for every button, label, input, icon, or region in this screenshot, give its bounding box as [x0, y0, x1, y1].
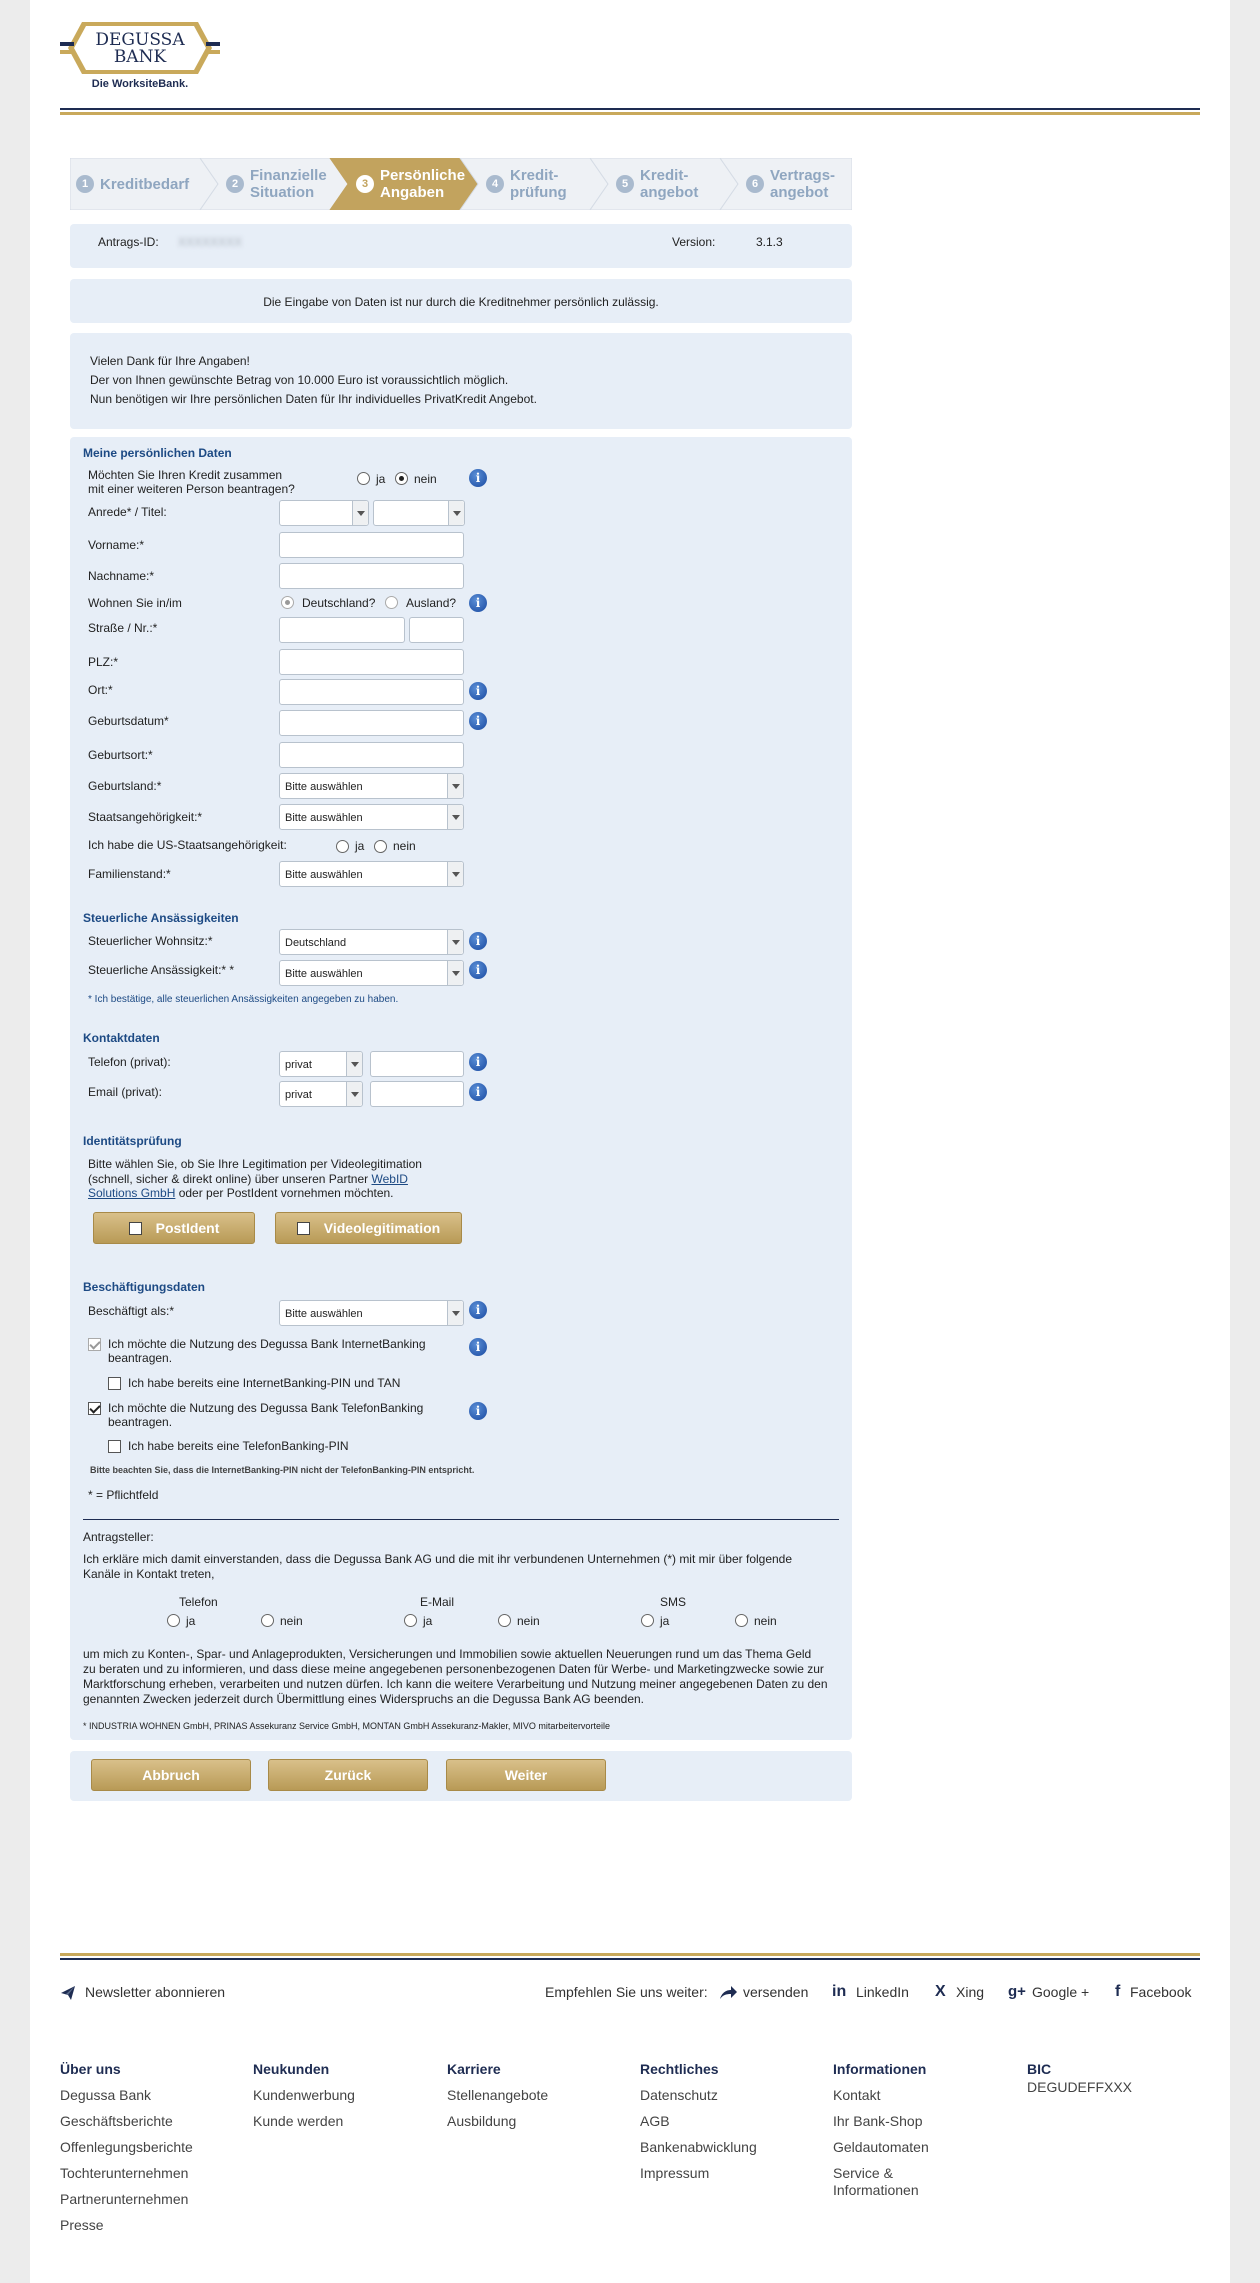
telefon-type-select[interactable] [279, 1051, 363, 1077]
info-icon[interactable]: i [469, 961, 487, 979]
telefon-nein-label: nein [280, 1614, 303, 1628]
degussa-bank-logo[interactable] [60, 20, 220, 92]
strasse-input[interactable] [279, 617, 405, 643]
telefon-input[interactable] [370, 1051, 464, 1077]
versenden-link[interactable] [719, 1983, 819, 2003]
us-ja-radio[interactable] [336, 840, 349, 853]
geburtsland-label: Geburtsland:* [88, 779, 162, 793]
internetbanking-checkbox[interactable] [88, 1338, 101, 1351]
geburtsland-select[interactable] [279, 773, 464, 799]
version-value: 3.1.3 [756, 235, 783, 249]
beschaeftigt-value: Bitte auswählen [285, 1308, 363, 1320]
email-type-select[interactable] [279, 1081, 363, 1107]
nachname-label: Nachname:* [88, 569, 155, 583]
vorname-input[interactable] [279, 532, 464, 558]
info-icon[interactable]: i [469, 1083, 487, 1101]
notice-text: Die Eingabe von Daten ist nur durch die Kreditnehmer persönlich zulässig. [263, 295, 659, 309]
channel-sms-label: SMS [660, 1595, 687, 1609]
zurueck-button[interactable]: Zurück [268, 1759, 428, 1791]
footer-column-title: Neukunden [253, 2061, 330, 2077]
info-icon[interactable]: i [469, 594, 487, 612]
vorname-label: Vorname:* [88, 538, 145, 552]
facebook-link[interactable] [1113, 1983, 1203, 2003]
footer-column-title: Karriere [447, 2061, 501, 2077]
step-label: Finanzielle Situation [250, 167, 327, 201]
postident-label: PostIdent [155, 1220, 220, 1236]
header-rule-navy [60, 108, 1200, 110]
postident-checkbox [129, 1222, 142, 1235]
notice-panel [70, 279, 852, 323]
linkedin-link[interactable] [832, 1983, 922, 2003]
thanks-line1: Vielen Dank für Ihre Angaben! [90, 354, 250, 368]
thanks-line2: Der von Ihnen gewünschte Betrag von 10.000 Euro ist voraussichtlich möglich. [90, 373, 509, 387]
steuer-ansaessigkeit-value: Bitte auswählen [285, 968, 363, 980]
geburtsort-label: Geburtsort:* [88, 748, 153, 762]
google-plus-label: Google + [1032, 1984, 1090, 2000]
joint-nein-label: nein [414, 472, 437, 486]
step-persoenliche-angaben[interactable] [356, 158, 466, 210]
steuer-wohnsitz-value: Deutschland [285, 937, 347, 949]
footer-link[interactable]: Tochterunternehmen [60, 2165, 189, 2181]
step-number: 1 [76, 175, 94, 193]
videolegitimation-label: Videolegitimation [323, 1220, 441, 1236]
anrede-label: Anrede* / Titel: [88, 505, 167, 519]
footer-link[interactable]: Presse [60, 2217, 104, 2233]
identity-text-line1: Bitte wählen Sie, ob Sie Ihre Legitimation per Videolegitimation [88, 1157, 422, 1171]
chevron-down-icon [447, 774, 463, 798]
step-kreditbedarf[interactable] [76, 158, 201, 210]
footer-link[interactable]: Geschäftsberichte [60, 2113, 173, 2129]
footer-link[interactable]: Partnerunternehmen [60, 2191, 189, 2207]
step-number: 6 [746, 175, 764, 193]
internetbanking-pin-label: Ich habe bereits eine InternetBanking-PIN und TAN [128, 1376, 401, 1390]
chevron-down-icon [447, 961, 463, 985]
step-number: 4 [486, 175, 504, 193]
xing-link[interactable] [935, 1983, 1005, 2003]
telefonbanking-pin-label: Ich habe bereits eine TelefonBanking-PIN [128, 1439, 349, 1453]
telefonbanking-checkbox[interactable] [88, 1402, 101, 1415]
footer-column-informationen [833, 2061, 1013, 2261]
plz-input[interactable] [279, 649, 464, 675]
footer-column-bic [1027, 2061, 1197, 2121]
consent-intro-line1: Ich erkläre mich damit einverstanden, dass die Degussa Bank AG und die mit ihr verbundenen Unternehmen (*) mit mir über folgende [83, 1552, 793, 1566]
ort-label: Ort:* [88, 683, 113, 697]
pflichtfeld-note: * = Pflichtfeld [88, 1488, 159, 1502]
footer-link[interactable]: Service & [833, 2165, 893, 2181]
footer-link[interactable]: Informationen [833, 2182, 919, 2198]
webid-solutions-link[interactable]: Solutions GmbH [88, 1186, 176, 1200]
us-ja-label: ja [355, 839, 365, 853]
footer-rule-navy [60, 1958, 1200, 1960]
geburtsort-input[interactable] [279, 742, 464, 768]
antrag-id-value: XXXXXXXX [178, 235, 243, 249]
steuer-wohnsitz-label: Steuerlicher Wohnsitz:* [88, 934, 213, 948]
joint-nein-radio[interactable] [395, 472, 408, 485]
header-rule-gold [60, 112, 1200, 115]
chevron-down-icon [346, 1052, 362, 1076]
linkedin-icon: in [832, 1983, 847, 2000]
videolegitimation-checkbox [297, 1222, 310, 1235]
paper-plane-icon [60, 1985, 76, 2001]
newsletter-label: Newsletter abonnieren [85, 1984, 226, 2000]
staatsangehoerigkeit-value: Bitte auswählen [285, 812, 363, 824]
section-title-employment: Beschäftigungsdaten [83, 1280, 206, 1294]
geburtsland-value: Bitte auswählen [285, 781, 363, 793]
chevron-down-icon [346, 1082, 362, 1106]
form-panel [70, 437, 852, 1740]
plz-label: PLZ:* [88, 655, 119, 669]
pin-hint: Bitte beachten Sie, dass die InternetBanking-PIN nicht der TelefonBanking-PIN entspricht. [90, 1465, 475, 1475]
steuer-ansaessigkeit-select[interactable] [279, 960, 464, 986]
email-input[interactable] [370, 1081, 464, 1107]
info-icon[interactable]: i [469, 1301, 487, 1319]
footer-link[interactable]: Ihr Bank-Shop [833, 2113, 923, 2129]
linkedin-label: LinkedIn [856, 1984, 909, 2000]
consent-body-line4: genannten Zwecken jederzeit durch Übermittlung eines Widerspruchs an die Degussa Bank AG beenden. [83, 1692, 644, 1706]
familienstand-label: Familienstand:* [88, 867, 171, 881]
deutschland-label: Deutschland? [302, 596, 376, 610]
identity-text-line3 [88, 1186, 394, 1200]
info-icon[interactable]: i [469, 682, 487, 700]
tax-confirm-note: * Ich bestätige, alle steuerlichen Ansässigkeiten angegeben zu haben. [88, 994, 399, 1005]
logo-line1: DEGUSSA [95, 30, 185, 50]
page [30, 0, 1230, 2283]
section-title-tax: Steuerliche Ansässigkeiten [83, 911, 239, 925]
step-label: Kredit-prüfung [510, 167, 567, 201]
joint-question-line2: mit einer weiteren Person beantragen? [88, 482, 295, 496]
progress-stepper [70, 158, 852, 210]
identity-text-line2 [88, 1172, 408, 1186]
chevron-down-icon [352, 501, 368, 525]
footer-link[interactable]: Impressum [640, 2165, 710, 2181]
email-ja-radio[interactable] [404, 1614, 417, 1627]
identity-text-part: oder per PostIdent vornehmen möchten. [175, 1186, 394, 1200]
footer-link[interactable]: Stellenangebote [447, 2087, 549, 2103]
sms-nein-label: nein [754, 1614, 777, 1628]
consent-intro-line2: Kanäle in Kontakt treten, [83, 1567, 215, 1581]
facebook-label: Facebook [1130, 1984, 1192, 2000]
channel-telefon-label: Telefon [179, 1595, 218, 1609]
strasse-label: Straße / Nr.:* [88, 621, 158, 635]
telefon-nein-radio[interactable] [261, 1614, 274, 1627]
step-number: 5 [616, 175, 634, 193]
internetbanking-label-line1: Ich möchte die Nutzung des Degussa Bank InternetBanking [108, 1337, 426, 1351]
staatsangehoerigkeit-select[interactable] [279, 804, 464, 830]
channel-email-label: E-Mail [420, 1595, 455, 1609]
footer-column-ueber-uns [60, 2061, 240, 2261]
consent-body-line3: Marktforschung erheben, verarbeiten und nutzen dürfen. Ich kann die weitere Verarbeitung und Nutzung meiner angegebenen Daten zu den [83, 1677, 828, 1691]
geburtsdatum-input[interactable] [279, 710, 464, 736]
footer-column-neukunden [253, 2061, 433, 2261]
videolegitimation-button[interactable] [275, 1212, 462, 1244]
footer-link[interactable]: AGB [640, 2113, 670, 2129]
button-panel [70, 1751, 852, 1801]
email-nein-label: nein [517, 1614, 540, 1628]
internetbanking-pin-checkbox[interactable] [108, 1377, 121, 1390]
section-divider [83, 1519, 839, 1520]
section-title-identity: Identitätsprüfung [83, 1134, 182, 1148]
email-type-value: privat [285, 1089, 312, 1101]
footer-column-rechtliches [640, 2061, 820, 2261]
thanks-line3: Nun benötigen wir Ihre persönlichen Daten für Ihr individuelles PrivatKredit Angebot. [90, 392, 537, 406]
deutschland-radio[interactable] [281, 596, 294, 609]
footer-column-title: BIC [1027, 2061, 1052, 2077]
chevron-down-icon [447, 1301, 463, 1325]
weiter-button[interactable]: Weiter [446, 1759, 606, 1791]
joint-question-line1: Möchten Sie Ihren Kredit zusammen [88, 468, 283, 482]
beschaeftigt-select[interactable] [279, 1300, 464, 1326]
info-icon[interactable]: i [469, 469, 487, 487]
ausland-label: Ausland? [406, 596, 457, 610]
footer-rule-gold [60, 1953, 1200, 1956]
logo-line2: BANK [113, 47, 167, 67]
postident-button[interactable] [93, 1212, 255, 1244]
telefon-label: Telefon (privat): [88, 1055, 171, 1069]
newsletter-link[interactable] [60, 1983, 260, 2003]
wohnen-label: Wohnen Sie in/im [88, 596, 182, 610]
sms-nein-radio[interactable] [735, 1614, 748, 1627]
footer-column-title: Informationen [833, 2061, 927, 2077]
consent-body-line1: um mich zu Konten-, Spar- und Anlageprodukten, Versicherungen und Immobilien sowie aktuellen Neuerungen rund um das Thema Geld [83, 1647, 812, 1661]
sms-ja-label: ja [660, 1614, 670, 1628]
sms-ja-radio[interactable] [641, 1614, 654, 1627]
chevron-down-icon [447, 805, 463, 829]
footer-link[interactable]: Datenschutz [640, 2087, 718, 2103]
telefon-ja-label: ja [186, 1614, 196, 1628]
email-nein-radio[interactable] [498, 1614, 511, 1627]
steuer-ansaessigkeit-label: Steuerliche Ansässigkeit:* * [88, 963, 235, 977]
steuer-wohnsitz-select[interactable] [279, 929, 464, 955]
footer-column-title: Rechtliches [640, 2061, 719, 2077]
step-kreditangebot[interactable] [616, 158, 701, 210]
meta-panel [70, 224, 852, 268]
abbruch-button[interactable]: Abbruch [91, 1759, 251, 1791]
info-icon[interactable]: i [469, 932, 487, 950]
joint-ja-radio[interactable] [357, 472, 370, 485]
info-icon[interactable]: i [469, 1053, 487, 1071]
footer-link[interactable]: Geldautomaten [833, 2139, 929, 2155]
section-title-personal: Meine persönlichen Daten [83, 446, 232, 460]
antragsteller-label: Antragsteller: [83, 1530, 154, 1544]
footer-column-karriere [447, 2061, 627, 2261]
consent-body-line2: zu beraten und zu informieren, und dass diese meine angegebenen personenbezogenen Daten für Werbe- und Marketingzwecke sowie zur [83, 1662, 824, 1676]
step-finanzielle-situation[interactable] [226, 158, 336, 210]
footer-link[interactable]: Bankenabwicklung [640, 2139, 757, 2155]
thanks-panel [70, 333, 852, 429]
step-label: Persönliche Angaben [380, 167, 466, 201]
step-label: Kreditbedarf [100, 175, 190, 193]
google-plus-icon: g+ [1008, 1983, 1026, 2000]
internetbanking-label-line2: beantragen. [108, 1351, 173, 1365]
footer-link[interactable]: Kontakt [833, 2087, 881, 2103]
step-number: 2 [226, 175, 244, 193]
step-number: 3 [356, 175, 374, 193]
footer-link[interactable]: Offenlegungsberichte [60, 2139, 193, 2155]
step-label: Kredit-angebot [640, 167, 699, 201]
identity-text-part: (schnell, sicher & direkt online) über unseren Partner [88, 1172, 372, 1186]
info-icon[interactable]: i [469, 1402, 487, 1420]
us-nein-label: nein [393, 839, 416, 853]
consent-footnote: * INDUSTRIA WOHNEN GmbH, PRINAS Assekuranz Service GmbH, MONTAN GmbH Assekuranz-Makler, MIVO mitarbeitervorteile [83, 1721, 610, 1731]
telefonbanking-pin-checkbox[interactable] [108, 1440, 121, 1453]
joint-ja-label: ja [376, 472, 386, 486]
footer-column-title: Über uns [60, 2061, 121, 2077]
us-label: Ich habe die US-Staatsangehörigkeit: [88, 838, 287, 852]
hausnummer-input[interactable] [409, 617, 464, 643]
step-label: Vertrags-angebot [770, 167, 836, 201]
logo-tagline: Die WorksiteBank. [91, 78, 189, 90]
familienstand-select[interactable] [279, 861, 464, 887]
versenden-label: versenden [743, 1984, 809, 2000]
xing-icon: X [935, 1983, 946, 2000]
facebook-icon: f [1115, 1983, 1121, 2000]
version-label: Version: [672, 235, 716, 249]
telefon-type-value: privat [285, 1059, 312, 1071]
nachname-input[interactable] [279, 563, 464, 589]
info-icon[interactable]: i [469, 1338, 487, 1356]
step-vertragsangebot[interactable] [746, 158, 841, 210]
share-arrow-icon [719, 1986, 737, 2000]
staatsangehoerigkeit-label: Staatsangehörigkeit:* [88, 810, 203, 824]
chevron-down-icon [448, 501, 464, 525]
telefon-ja-radio[interactable] [167, 1614, 180, 1627]
footer-link[interactable]: Kundenwerbung [253, 2087, 355, 2103]
xing-label: Xing [956, 1984, 985, 2000]
ausland-radio[interactable] [385, 596, 398, 609]
email-label: Email (privat): [88, 1085, 163, 1099]
webid-link[interactable]: WebID [371, 1172, 408, 1186]
footer-link[interactable]: Degussa Bank [60, 2087, 152, 2103]
telefonbanking-label-line1: Ich möchte die Nutzung des Degussa Bank TelefonBanking [108, 1401, 424, 1415]
chevron-down-icon [447, 862, 463, 886]
footer-link[interactable]: Kunde werden [253, 2113, 344, 2129]
section-title-contact: Kontaktdaten [83, 1031, 160, 1045]
us-nein-radio[interactable] [374, 840, 387, 853]
footer-link[interactable]: Ausbildung [447, 2113, 517, 2129]
anrede-select[interactable] [279, 500, 369, 526]
step-kreditpruefung[interactable] [486, 158, 576, 210]
empfehlen-label: Empfehlen Sie uns weiter: [545, 1984, 708, 2000]
bic-value: DEGUDEFFXXX [1027, 2079, 1133, 2095]
titel-select[interactable] [373, 500, 465, 526]
chevron-down-icon [447, 930, 463, 954]
ort-input[interactable] [279, 679, 464, 705]
familienstand-value: Bitte auswählen [285, 869, 363, 881]
antrag-id-label: Antrags-ID: [98, 235, 159, 249]
email-ja-label: ja [423, 1614, 433, 1628]
beschaeftigt-label: Beschäftigt als:* [88, 1304, 175, 1318]
geburtsdatum-label: Geburtsdatum* [88, 714, 169, 728]
telefonbanking-label-line2: beantragen. [108, 1415, 173, 1429]
info-icon[interactable]: i [469, 712, 487, 730]
google-plus-link[interactable] [1008, 1983, 1103, 2003]
